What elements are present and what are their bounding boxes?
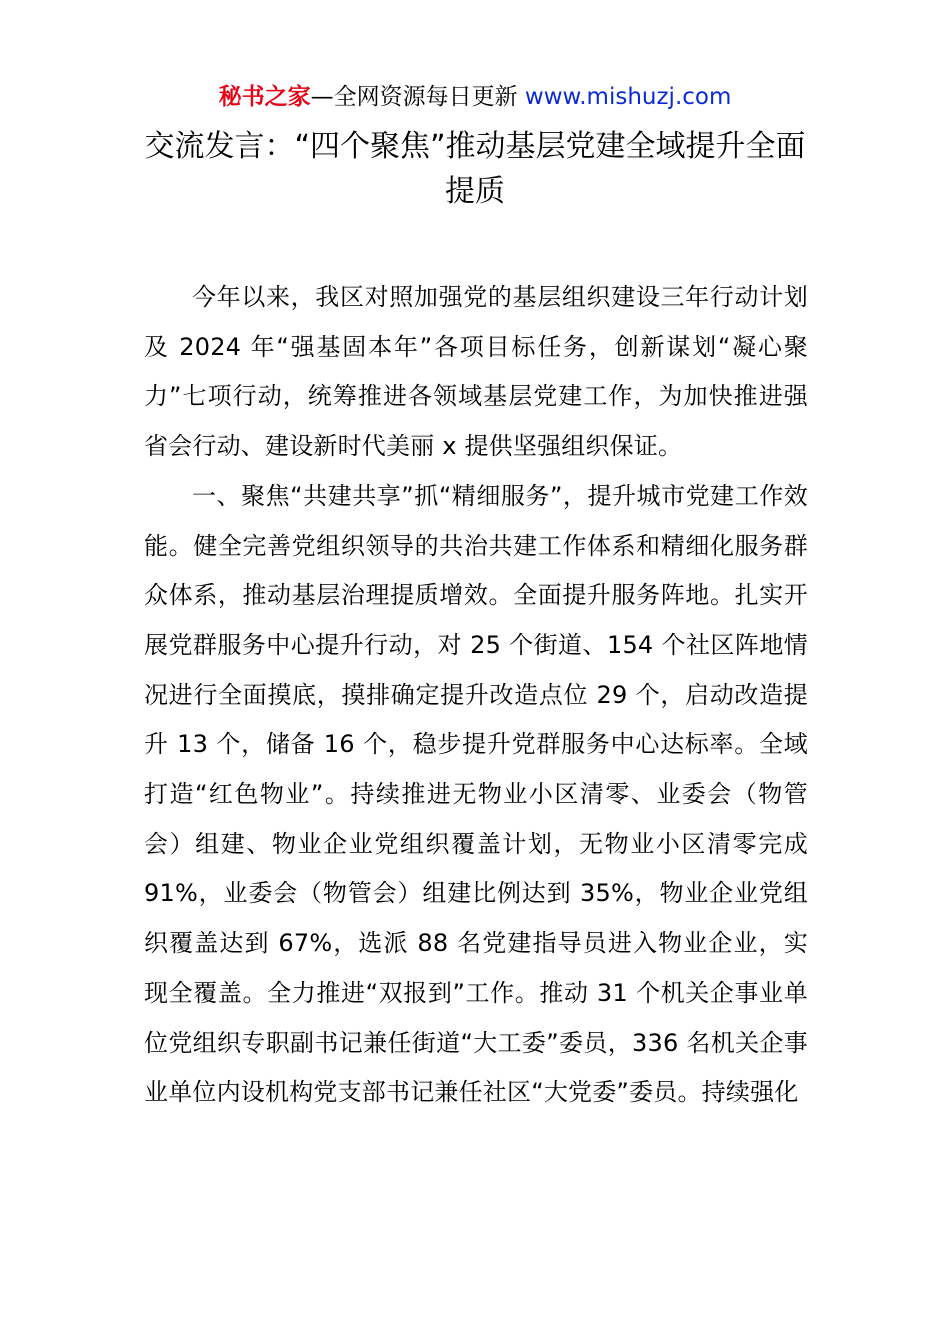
paragraph-section-one: 一、聚焦“共建共享”抓“精细服务”，提升城市党建工作效能。健全完善党组织领导的共治共建工作体系和精细化服务群众体系，推动基层治理提质增效。全面提升服务阵地。扎实开展党群服务中心提升行动，对 25 个街道、154 个社区阵地情况进行全面摸底，摸排确定提升改造点位 29 个，启动改造提升 13 个，储备 16 个，稳步提升党群服务中心达标率。全域打造“红色物业”。持续推进无物业小区清零、业委会（物管会）组建、物业企业党组织覆盖计划，无物业小区清零完成 91%，业委会（物管会）组建比例达到 35%，物业企业党组织覆盖达到 67%，选派 88 名党建指导员进入物业企业，实现全覆盖。全力推进“双报到”工作。推动 31 个机关企事业单位党组织专职副书记兼任街道“大工委”委员，336 名机关企事业单位内设机构党支部书记兼任社区“大党委”委员。持续强化 <box>144 481 808 1107</box>
site-header <box>0 80 950 114</box>
document-body <box>144 273 808 1118</box>
header-tagline: —全网资源每日更新 <box>310 84 525 110</box>
paragraph-intro: 今年以来，我区对照加强党的基层组织建设三年行动计划及 2024 年“强基固本年”各项目标任务，创新谋划“凝心聚力”七项行动，统筹推进各领域基层党建工作，为加快推进强省会行动、建设新时代美丽 x 提供坚强组织保证。 <box>144 283 808 461</box>
site-url-link[interactable]: www.mishuzj.com <box>524 84 732 110</box>
document-title: 交流发言：“四个聚焦”推动基层党建全域提升全面提质 <box>144 129 806 209</box>
brand-name: 秘书之家 <box>218 84 311 110</box>
